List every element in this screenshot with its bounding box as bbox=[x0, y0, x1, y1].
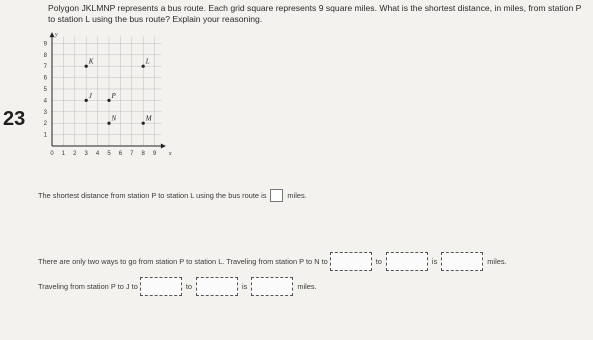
route-pjkl-is-word: is bbox=[242, 282, 248, 291]
shortest-distance-text: The shortest distance from station P to station L using the bus route is bbox=[38, 191, 267, 200]
x-tick-label: 6 bbox=[118, 151, 123, 157]
point-m bbox=[142, 122, 145, 125]
point-j bbox=[85, 99, 88, 102]
y-tick-label: 6 bbox=[43, 75, 47, 82]
point-label-p: P bbox=[111, 91, 116, 100]
x-tick-label: 8 bbox=[141, 151, 145, 157]
y-tick-label: 2 bbox=[43, 121, 47, 128]
x-tick-label: 1 bbox=[61, 151, 66, 157]
x-axis-arrow bbox=[161, 144, 166, 149]
shortest-distance-line bbox=[38, 189, 307, 202]
x-axis-label: x bbox=[168, 151, 172, 157]
y-axis-label: y bbox=[55, 32, 58, 39]
route-pnml-box-3[interactable] bbox=[441, 252, 483, 271]
point-n bbox=[107, 122, 110, 125]
route-pnml-line bbox=[38, 252, 509, 271]
prompt-line-2: to station L using the bus route? Explain your reasoning. bbox=[48, 14, 263, 24]
x-tick-label: 7 bbox=[130, 151, 134, 157]
route-pnml-box-1[interactable] bbox=[330, 252, 372, 271]
point-label-j: J bbox=[88, 91, 92, 100]
route-pjkl-to-word: to bbox=[185, 282, 192, 291]
x-tick-label: 5 bbox=[107, 151, 111, 157]
x-tick-label: 9 bbox=[152, 151, 157, 157]
route-pjkl-box-2[interactable] bbox=[196, 277, 238, 296]
x-tick-label: 3 bbox=[84, 151, 88, 157]
route-pnml-box-2[interactable] bbox=[386, 252, 428, 271]
route-pnml-to-word: to bbox=[375, 257, 382, 266]
route-pjkl-box-1[interactable] bbox=[140, 277, 182, 296]
point-l bbox=[142, 65, 145, 68]
question-number: 23 bbox=[3, 108, 26, 130]
x-tick-label: 4 bbox=[95, 151, 100, 157]
point-label-k: K bbox=[88, 57, 94, 66]
route-pnml-text: There are only two ways to go from station P to station L. Traveling from station P to N to bbox=[38, 257, 328, 266]
y-tick-label: 8 bbox=[43, 52, 47, 59]
point-label-n: N bbox=[111, 114, 117, 123]
y-tick-label: 4 bbox=[43, 98, 47, 105]
shortest-distance-unit: miles. bbox=[287, 191, 307, 200]
y-tick-label: 7 bbox=[43, 64, 47, 71]
y-tick-label: 1 bbox=[43, 132, 47, 139]
route-pnml-miles-word: miles. bbox=[487, 257, 507, 266]
route-pjkl-miles-word: miles. bbox=[297, 282, 317, 291]
shortest-distance-answer-box[interactable] bbox=[270, 189, 283, 202]
prompt-line-1: Polygon JKLMNP represents a bus route. Each grid square represents 9 square miles. What is the shortest distance, in miles, from station P bbox=[48, 3, 582, 13]
point-label-l: L bbox=[145, 57, 150, 66]
y-tick-label: 5 bbox=[43, 87, 47, 93]
point-p bbox=[107, 99, 110, 102]
y-tick-label: 9 bbox=[43, 41, 47, 48]
y-axis-arrow bbox=[50, 32, 55, 37]
route-pnml-is-word: is bbox=[431, 257, 438, 266]
point-k bbox=[85, 65, 88, 68]
route-pjkl-text: Traveling from station P to J to bbox=[38, 282, 138, 291]
coordinate-grid bbox=[30, 28, 200, 163]
x-tick-label: 2 bbox=[73, 151, 77, 157]
y-tick-label: 3 bbox=[43, 109, 47, 116]
question-prompt bbox=[48, 3, 593, 25]
point-label-m: M bbox=[145, 114, 152, 123]
x-tick-label: 0 bbox=[50, 151, 54, 157]
route-pjkl-line bbox=[38, 277, 319, 296]
route-pjkl-box-3[interactable] bbox=[251, 277, 293, 296]
